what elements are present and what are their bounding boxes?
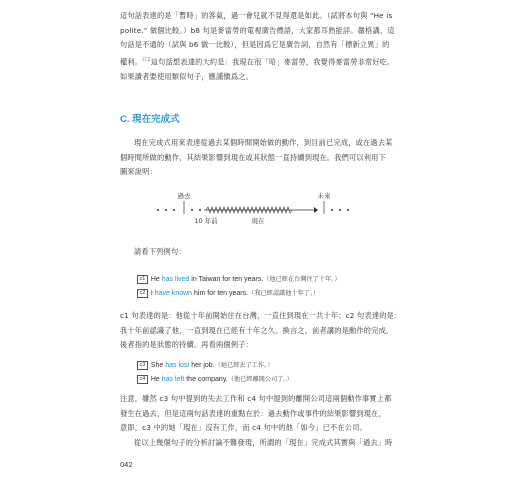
sentence-text: He (150, 376, 162, 383)
translation: （她已經丟了工作。） (214, 362, 274, 369)
timeline-label-ten-years-ago: 10 年前 (194, 217, 218, 225)
dot (339, 209, 341, 211)
sentence-text: him for ten years. (192, 290, 249, 297)
timeline-diagram (150, 190, 370, 230)
text-line: 從以上幾個句子的分析討論不難發現，所謂的「現在」完成式其實與「過去」時 (134, 437, 393, 447)
footnote-marker[interactable]: 註2 (142, 56, 151, 63)
text-span: 這句話想表達的大約是：我現在很「哈」麥當勞，我覺得麥當勞非常好吃。 (150, 57, 395, 67)
dot (347, 209, 349, 211)
sentence-text: her job. (189, 362, 215, 369)
dot (165, 209, 167, 211)
sentence-text: the company. (184, 376, 228, 383)
dot (191, 209, 193, 211)
dot (157, 209, 159, 211)
paragraph-2 (120, 136, 402, 180)
sentence-text: I (150, 290, 155, 297)
example-sentence (137, 360, 273, 370)
paragraph-1 (120, 9, 402, 84)
text-line: 注意，雖然 c3 句中提到的失去工作和 c4 句中提到的離開公司這兩個動作事實上都 (120, 394, 392, 403)
section-heading: C. 現在完成式 (120, 114, 180, 125)
highlighted-verb: has left (161, 376, 185, 383)
dot (173, 209, 175, 211)
text-line: c1 句表達的是：他從十年前開始住在台灣，一直住到現在一共十年；c2 句表達的是： (120, 311, 402, 320)
example-tag: c1 (137, 275, 148, 284)
sentence-text: in Taiwan for ten years. (189, 276, 264, 283)
sentence-text: She (150, 362, 166, 369)
text-span: 權利。 (120, 57, 143, 67)
duration-zigzag (206, 207, 292, 213)
example-sentence (137, 274, 341, 284)
text-line: 這句話表達的是「暫時」的客氣，過一會兒就不見得還是如此。（試將本句與 "He is (120, 11, 393, 20)
arrow-head (314, 207, 318, 213)
text-line: polite." 做個比較。）b8 句是麥當勞的電視廣告標語，大家都耳熟能詳。嚴格講，這 (120, 25, 395, 35)
example-tag: c3 (137, 361, 148, 370)
paragraph-3 (120, 309, 402, 353)
translation: （他已經離開公司了。） (227, 376, 293, 383)
highlighted-verb: have known (154, 290, 193, 297)
text-line: 意即，c3 中的她「現在」沒有工作，而 c4 句中的他「如今」已不在公司。 (120, 423, 367, 433)
text-line (120, 53, 402, 70)
sentence-text: He (150, 276, 162, 283)
highlighted-verb: has lived (161, 276, 190, 283)
example-sentence (137, 288, 319, 298)
timeline-label-past: 過去 (177, 192, 191, 200)
page-number: 042 (120, 460, 133, 469)
text-line: 現在完成式用來表達從過去某個時間開始做的動作，到目前已完成，或在過去某 (134, 138, 393, 147)
text-line: 如果讀者要使用類似句子，應謹愼爲之。 (120, 71, 253, 81)
timeline-label-future: 未來 (317, 192, 331, 200)
translation: （我已經認識他十年了。） (248, 290, 320, 297)
text-line: 句話是不通的（試與 b6 做一比較），但是因爲它是廣告詞，自然有「標新立異」的 (120, 40, 390, 50)
example-tag: c2 (137, 289, 148, 298)
text-line: 我十年前認識了他，一直到現在已經有十年之久。換言之，前者講的是動作的完成， (120, 325, 394, 335)
timeline-label-now: 現在 (251, 217, 265, 225)
highlighted-verb: has lost (165, 362, 190, 369)
text-line: 圖來說明： (120, 167, 157, 177)
translation: （他已經在台灣住了十年。） (263, 276, 341, 283)
text-line: 後者指的是狀態的持續。再看兩個例子： (120, 340, 253, 350)
examples-intro: 請看下列例句： (134, 247, 186, 256)
dot (331, 209, 333, 211)
paragraph-4 (120, 392, 402, 450)
example-tag: c4 (137, 375, 148, 384)
text-line: 個時間所做的動作，其結果影響到現在或其狀態一直持續到現在。我們可以利用下 (120, 152, 386, 162)
example-sentence (137, 374, 293, 384)
dot (199, 209, 201, 211)
text-line: 發生在過去，但是這兩句話表達的重點在於：過去動作或事件的結果影響到現在， (120, 408, 386, 418)
